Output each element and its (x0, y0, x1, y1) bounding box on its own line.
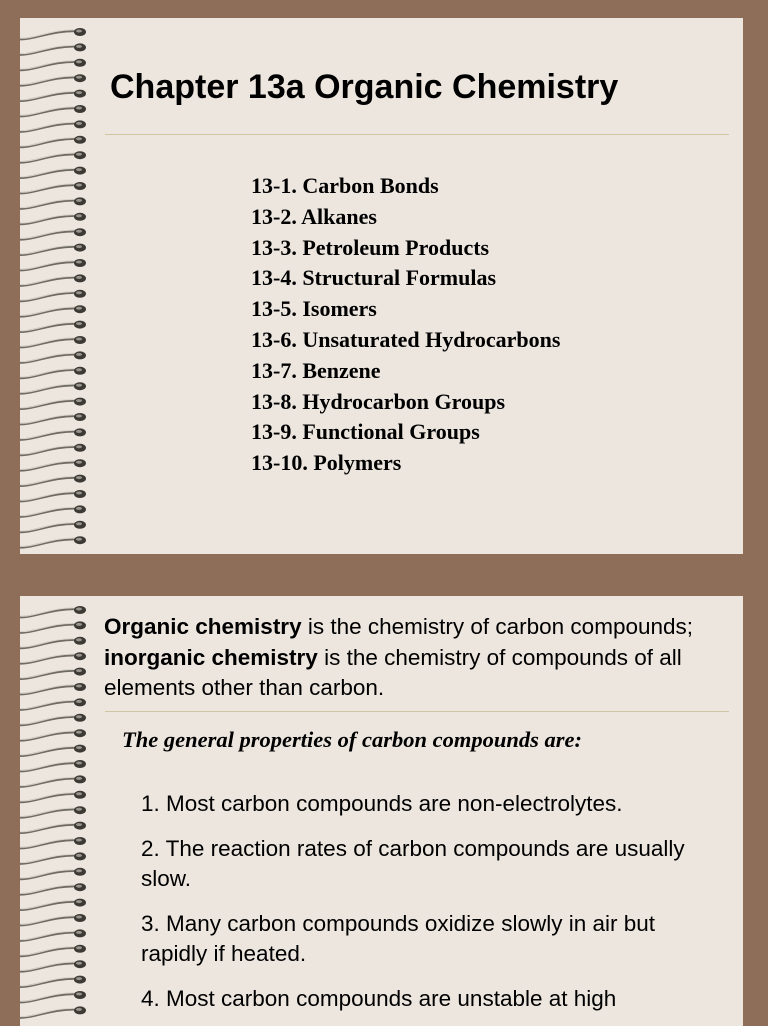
toc-item: 13-5. Isomers (251, 296, 377, 322)
spiral-binding (20, 18, 102, 554)
definition-text: is the chemistry of carbon compounds; (301, 614, 694, 639)
slide-2 (20, 596, 743, 1026)
toc-item: 13-10. Polymers (251, 450, 402, 476)
property-item: 1. Most carbon compounds are non-electrolytes. (141, 791, 623, 816)
property-item: 3. Many carbon compounds oxidize slowly in air but rapidly if heated. (141, 910, 656, 966)
toc-item: 13-1. Carbon Bonds (251, 173, 439, 198)
spiral-binding-icon (20, 596, 102, 1026)
properties-list (141, 789, 721, 1026)
property-item: 2. The reaction rates of carbon compounds are usually slow. (141, 835, 685, 891)
toc-item: 13-9. Functional Groups (251, 419, 480, 445)
definition-paragraph (104, 612, 734, 704)
toc-item: 13-3. Petroleum Products (251, 234, 490, 260)
slide-1 (20, 18, 743, 554)
properties-heading: The general properties of carbon compounds are: (122, 727, 582, 752)
spiral-binding (20, 596, 102, 1026)
toc-item: 13-2. Alkanes (251, 203, 377, 229)
toc-item: 13-8. Hydrocarbon Groups (251, 388, 506, 414)
slide-title: Chapter 13a Organic Chemistry (110, 68, 619, 106)
definition-text: is the chemistry of compounds of all elements other than carbon. (104, 644, 682, 700)
term-inorganic-chemistry: inorganic chemistry (104, 644, 318, 670)
table-of-contents (251, 171, 560, 479)
definition-divider (105, 711, 729, 712)
term-organic-chemistry: Organic chemistry (104, 614, 302, 639)
toc-item: 13-7. Benzene (251, 357, 381, 383)
toc-item: 13-6. Unsaturated Hydrocarbons (251, 326, 561, 352)
title-divider (105, 134, 729, 135)
spiral-binding-icon (20, 18, 102, 554)
toc-item: 13-4. Structural Formulas (251, 265, 497, 291)
property-item: 4. Most carbon compounds are unstable at high (141, 985, 617, 1011)
